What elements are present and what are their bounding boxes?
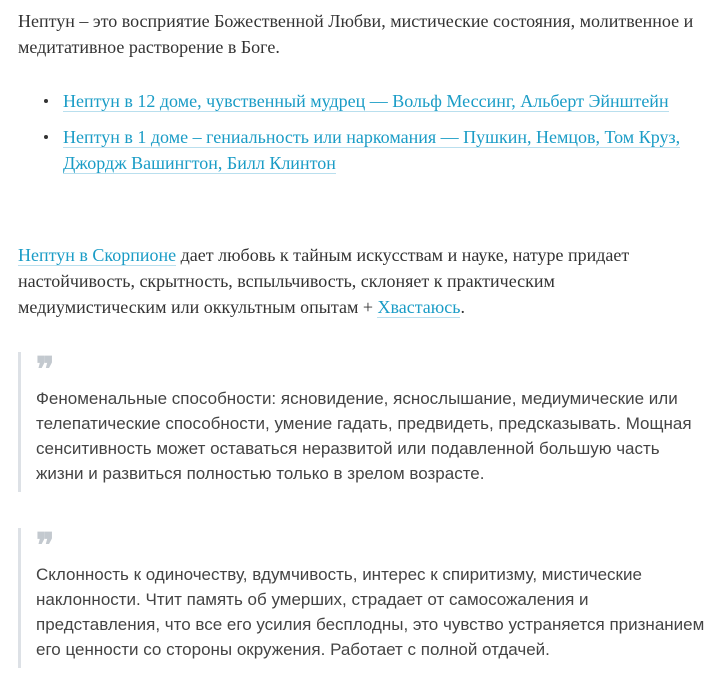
list-item — [0, 124, 693, 176]
quote-mark-icon: ❞ — [36, 528, 55, 565]
bullet-icon — [44, 135, 48, 139]
scorpio-paragraph — [18, 242, 703, 320]
boasting-link[interactable]: Хвастаюсь — [377, 297, 461, 317]
paragraph-end: . — [460, 297, 465, 317]
related-link-neptune-12-house[interactable]: Нептун в 12 доме, чувственный мудрец — Вольф Мессинг, Альберт Эйнштейн — [63, 91, 669, 111]
quote-text: Феноменальные способности: ясновидение, яснослышание, медиумические или телепатические способности, умение гадать, предвидеть, предсказывать. Мощная сенситивность может оставаться неразвитой или подавленной большую часть жизни и развиться полностью только в зрелом возрасте. — [36, 389, 692, 483]
related-link-neptune-1-house[interactable]: Нептун в 1 доме – гениальность или наркомания — Пушкин, Немцов, Том Круз, Джордж Вашингтон, Билл Клинтон — [63, 127, 681, 173]
blockquote — [18, 528, 706, 668]
intro-paragraph: Нептун – это восприятие Божественной Любви, мистические состояния, молитвенное и медитативное растворение в Боге. — [18, 11, 694, 57]
bullet-icon — [44, 99, 48, 103]
related-links-list — [0, 88, 715, 176]
blockquote — [18, 352, 706, 492]
list-item — [0, 88, 693, 114]
neptune-in-scorpio-link[interactable]: Нептун в Скорпионе — [18, 245, 177, 265]
quote-mark-icon: ❞ — [36, 352, 55, 389]
scorpio-paragraph-text: дает любовь к тайным искусствам и науке, натуре придает настойчивость, скрытность, вспыльчивость, склоняет к практическим медиумистическим или оккультным опытам + — [18, 245, 630, 317]
quote-text: Склонность к одиночеству, вдумчивость, интерес к спиритизму, мистические наклонности. Чтит память об умерших, страдает от самосожаления и представления, что все его усилия бесплодны, это чувство устраняется признанием его ценности со стороны окружения. Работает с полной отдачей. — [36, 565, 705, 659]
